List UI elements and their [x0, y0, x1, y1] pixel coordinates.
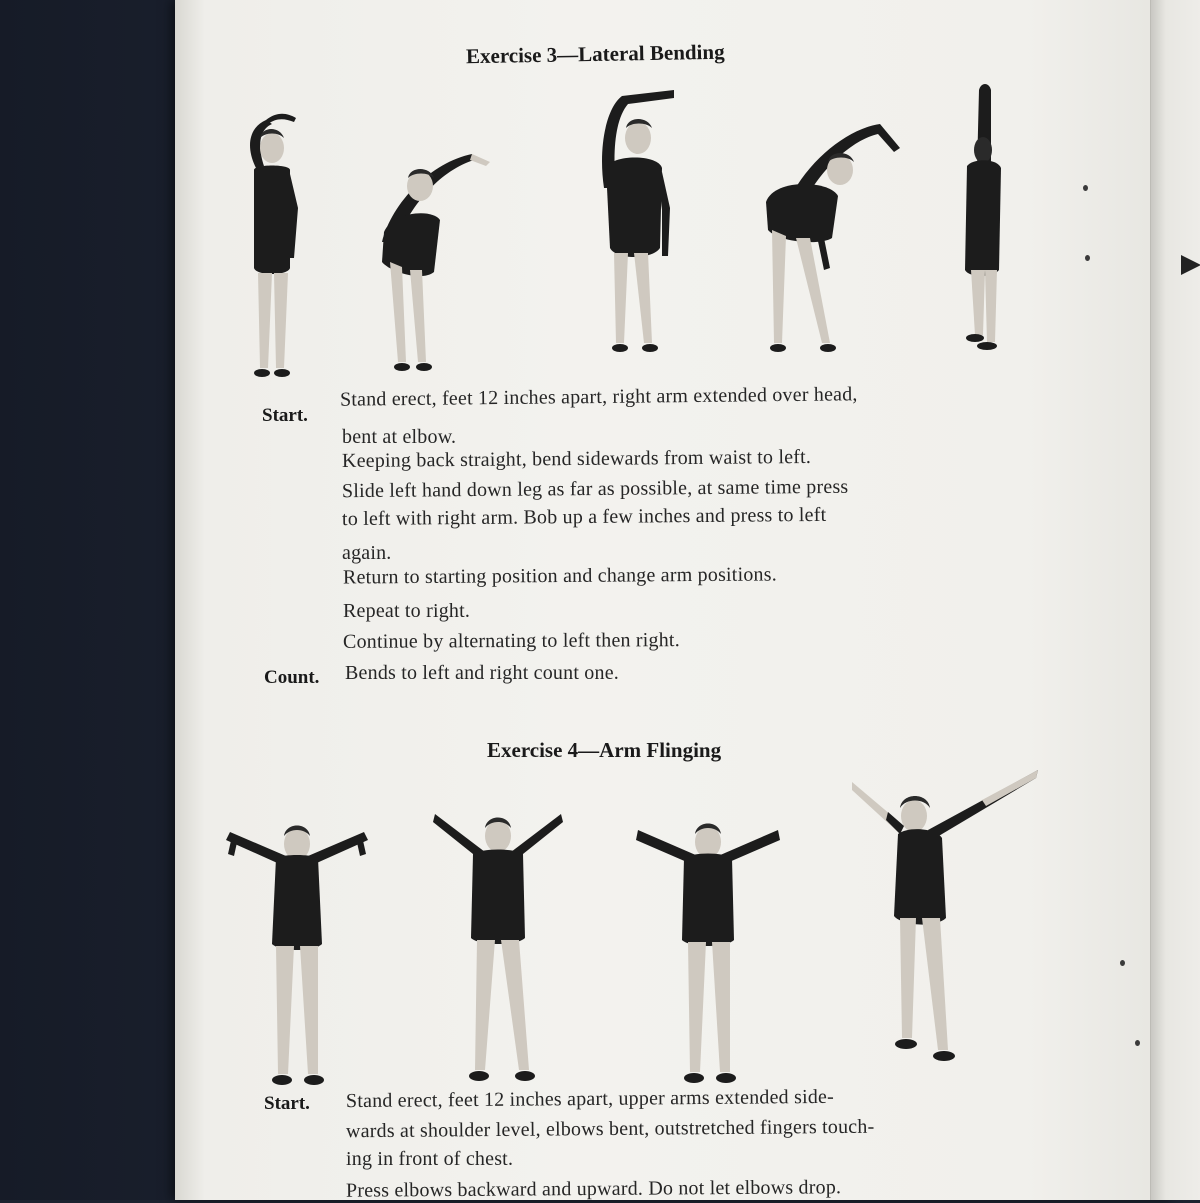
instruction-line: Continue by alternating to left then right.	[342, 629, 680, 653]
instruction-line: Press elbows backward and upward. Do not let elbows drop.	[345, 1176, 842, 1202]
instruction-line: wards at shoulder level, elbows bent, outstretched fingers touch-	[345, 1115, 875, 1143]
count-text: Bends to left and right count one.	[345, 662, 619, 684]
exercise-4-title: Exercise 4—Arm Flinging	[487, 738, 722, 762]
instruction-line: Stand erect, feet 12 inches apart, upper arms extended side-	[345, 1085, 835, 1113]
instruction-line: Repeat to right.	[343, 600, 471, 622]
instruction-line: bent at elbow.	[342, 426, 457, 448]
start-label: Start.	[262, 405, 308, 426]
instruction-line: to left with right arm. Bob up a few inches and press to left	[341, 503, 827, 531]
instruction-line: Keeping back straight, bend sidewards from waist to left.	[341, 445, 812, 473]
instruction-line: again.	[342, 542, 392, 564]
start-label: Start.	[264, 1093, 310, 1114]
instruction-line: Stand erect, feet 12 inches apart, right arm extended over head,	[339, 383, 858, 411]
instruction-line: ing in front of chest.	[346, 1148, 514, 1170]
instruction-line: Return to starting position and change arm positions.	[342, 563, 777, 589]
count-label: Count.	[264, 667, 320, 688]
exercise-3-title: Exercise 3—Lateral Bending	[465, 39, 725, 69]
instruction-line: Slide left hand down leg as far as possible, at same time press	[341, 475, 849, 503]
